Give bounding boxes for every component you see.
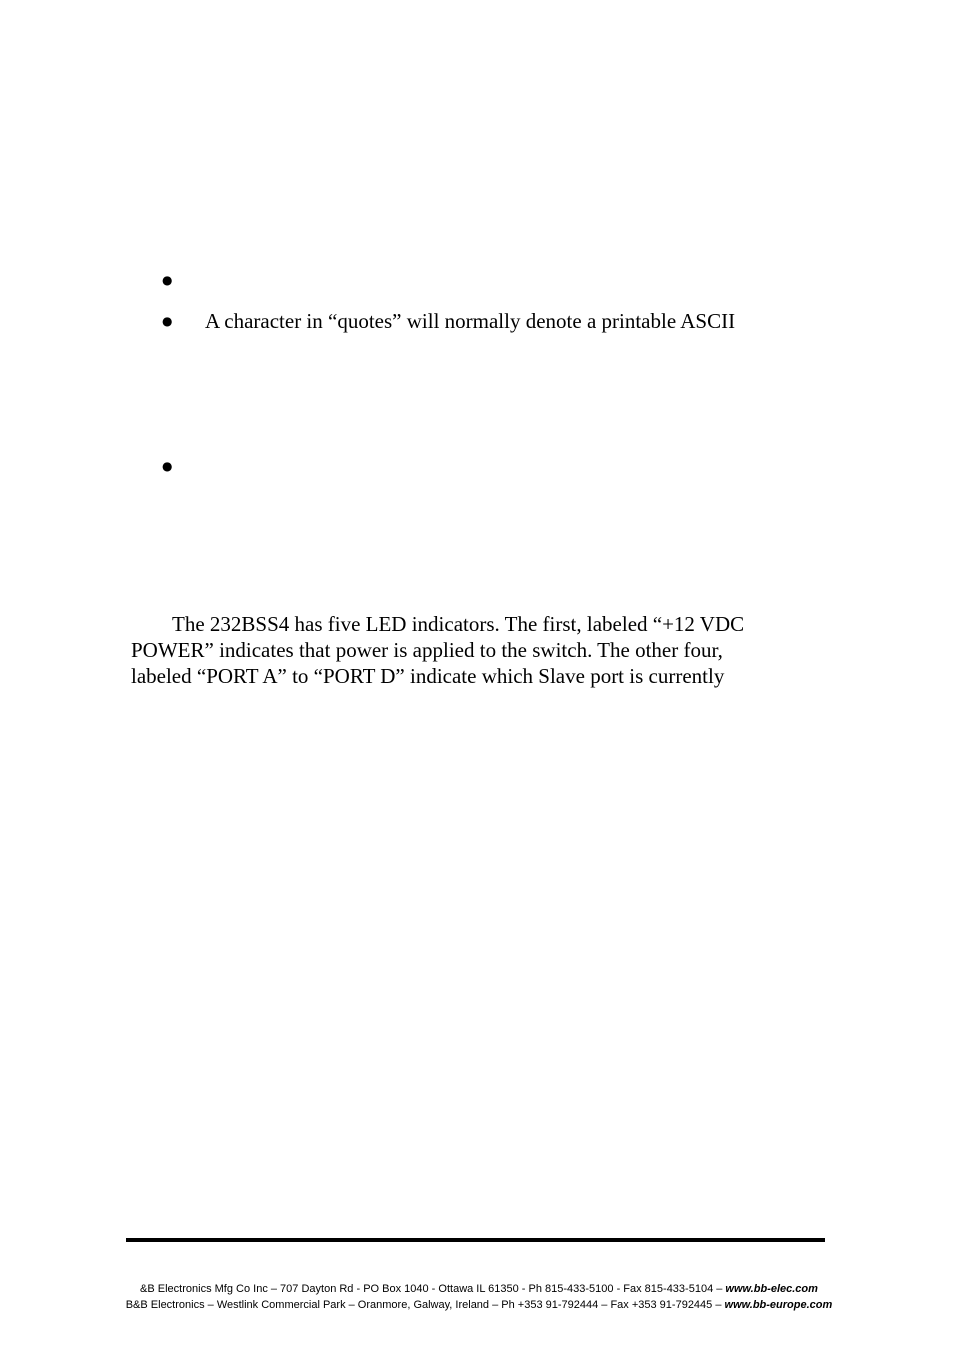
bullet-3: ● [162, 459, 173, 473]
footer-us-address: &B Electronics Mfg Co Inc – 707 Dayton Rd - PO Box 1040 - Ottawa IL 61350 - Ph 815-433-5100 - Fax 815-433-5104 – [140, 1283, 726, 1295]
footer-us-url[interactable]: www.bb-elec.com [725, 1283, 818, 1295]
paragraph-line-3: labeled “PORT A” to “PORT D” indicate which Slave port is currently [131, 664, 725, 688]
paragraph-line-1: The 232BSS4 has five LED indicators. The first, labeled “+12 VDC [172, 612, 745, 636]
paragraph-line-2: POWER” indicates that power is applied to the switch. The other four, [131, 638, 723, 662]
footer-rule [126, 1238, 825, 1242]
footer-europe-address: B&B Electronics – Westlink Commercial Park – Oranmore, Galway, Ireland – Ph +353 91-792444 – Fax +353 91-792445 – [125, 1299, 725, 1311]
bullet-2: ● [162, 314, 173, 328]
led-indicators-paragraph [131, 611, 831, 689]
footer-line-us [2, 1282, 954, 1296]
footer-line-europe [2, 1298, 954, 1312]
footer-europe-url[interactable]: www.bb-europe.com [724, 1299, 833, 1311]
bullet-1: ● [162, 273, 173, 287]
bullet-2-text: A character in “quotes” will normally denote a printable ASCII [205, 309, 736, 333]
